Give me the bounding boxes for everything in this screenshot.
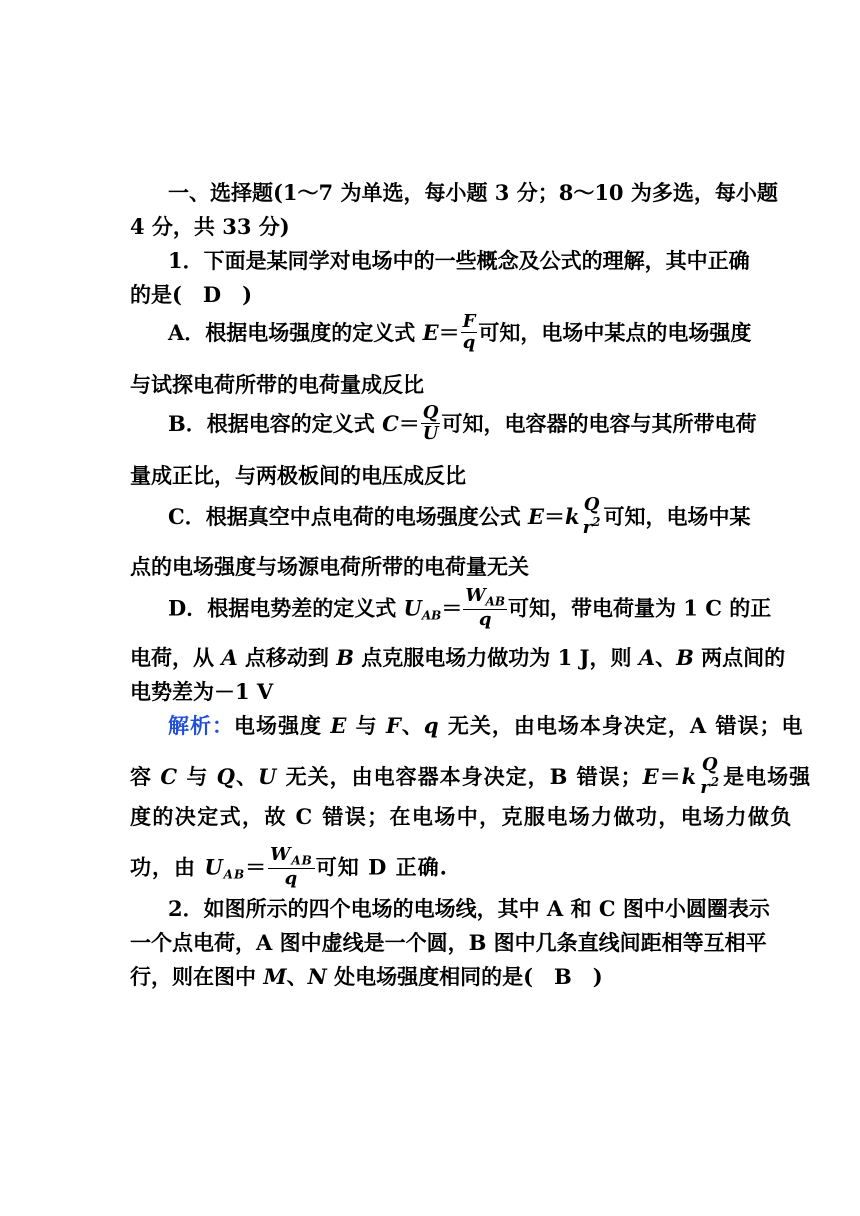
q1-option-a-cont: 与试探电荷所带的电荷量成反比 <box>130 372 424 397</box>
section-title: 一、选择题(1～7 为单选，每小题 3 分；8～10 为多选，每小题 <box>168 180 778 205</box>
q1-option-b: B．根据电容的定义式 C＝ $\frac{Q}{U}$ 可知，电容器的电容与其所带电荷 <box>168 402 757 444</box>
solution-line-4: 功，由 $U_{AB}=$ $\frac{W_{AB}}{q}$ 可知 D 正确. <box>130 844 448 889</box>
q2-stem-cont: 一个点电荷，A 图中虚线是一个圆，B 图中几条直线间距相等互相平 <box>130 930 767 955</box>
q1-stem-cont: 的是( D ) <box>130 282 253 307</box>
fraction-q-over-u: $\frac{Q}{U}$ <box>422 402 439 444</box>
q1-option-b-cont: 量成正比，与两极板间的电压成反比 <box>130 463 466 488</box>
q1-option-d-cont2: 电势差为－1 V <box>130 679 274 704</box>
solution-line-3: 度的决定式，故 C 错误；在电场中，克服电场力做功，电场力做负 <box>130 804 793 829</box>
fraction-wab-over-q: $\frac{W_{AB}}{q}$ <box>465 585 505 630</box>
q2-stem: 2．如图所示的四个电场的电场线，其中 A 和 C 图中小圆圈表示 <box>168 896 770 921</box>
q1-option-c-cont: 点的电场强度与场源电荷所带的电荷量无关 <box>130 554 529 579</box>
fraction-q-over-r2-solution: Q $r^2$ <box>700 754 721 798</box>
q2-stem-cont2: 行，则在图中 M、N 处电场强度相同的是( B ) <box>130 964 603 989</box>
fraction-wab-over-q-solution: $\frac{W_{AB}}{q}$ <box>270 844 313 889</box>
section-title-cont: 4 分，共 33 分) <box>130 214 290 239</box>
q1-stem: 1．下面是某同学对电场中的一些概念及公式的理解，其中正确 <box>168 248 750 273</box>
fraction-q-over-r2: Q $r^2$ <box>582 494 601 538</box>
solution-label: 解析： <box>168 713 234 738</box>
solution-line-2: 容 C 与 Q、U 无关，由电容器本身决定，B 错误；E＝k Q $r^2$ 是电场强 <box>130 754 812 798</box>
q1-option-c: C．根据真空中点电荷的电场强度公式 E＝k Q $r^2$ 可知，电场中某 <box>168 494 751 538</box>
fraction-f-over-q: $\frac{F}{q}$ <box>462 311 476 353</box>
q1-option-a: A．根据电场强度的定义式 E＝ $\frac{F}{q}$ 可知，电场中某点的电场强度 <box>168 311 752 353</box>
q1-option-d: D．根据电势差的定义式 $U_{AB}=$ $\frac{W_{AB}}{q}$ 可知，带电荷量为 1 C 的正 <box>168 585 772 630</box>
solution-line-1: 解析：电场强度 E 与 F、q 无关，由电场本身决定，A 错误；电 <box>168 713 804 738</box>
q1-option-d-cont: 电荷，从 A 点移动到 B 点克服电场力做功为 1 J，则 A、B 两点间的 <box>130 645 786 670</box>
